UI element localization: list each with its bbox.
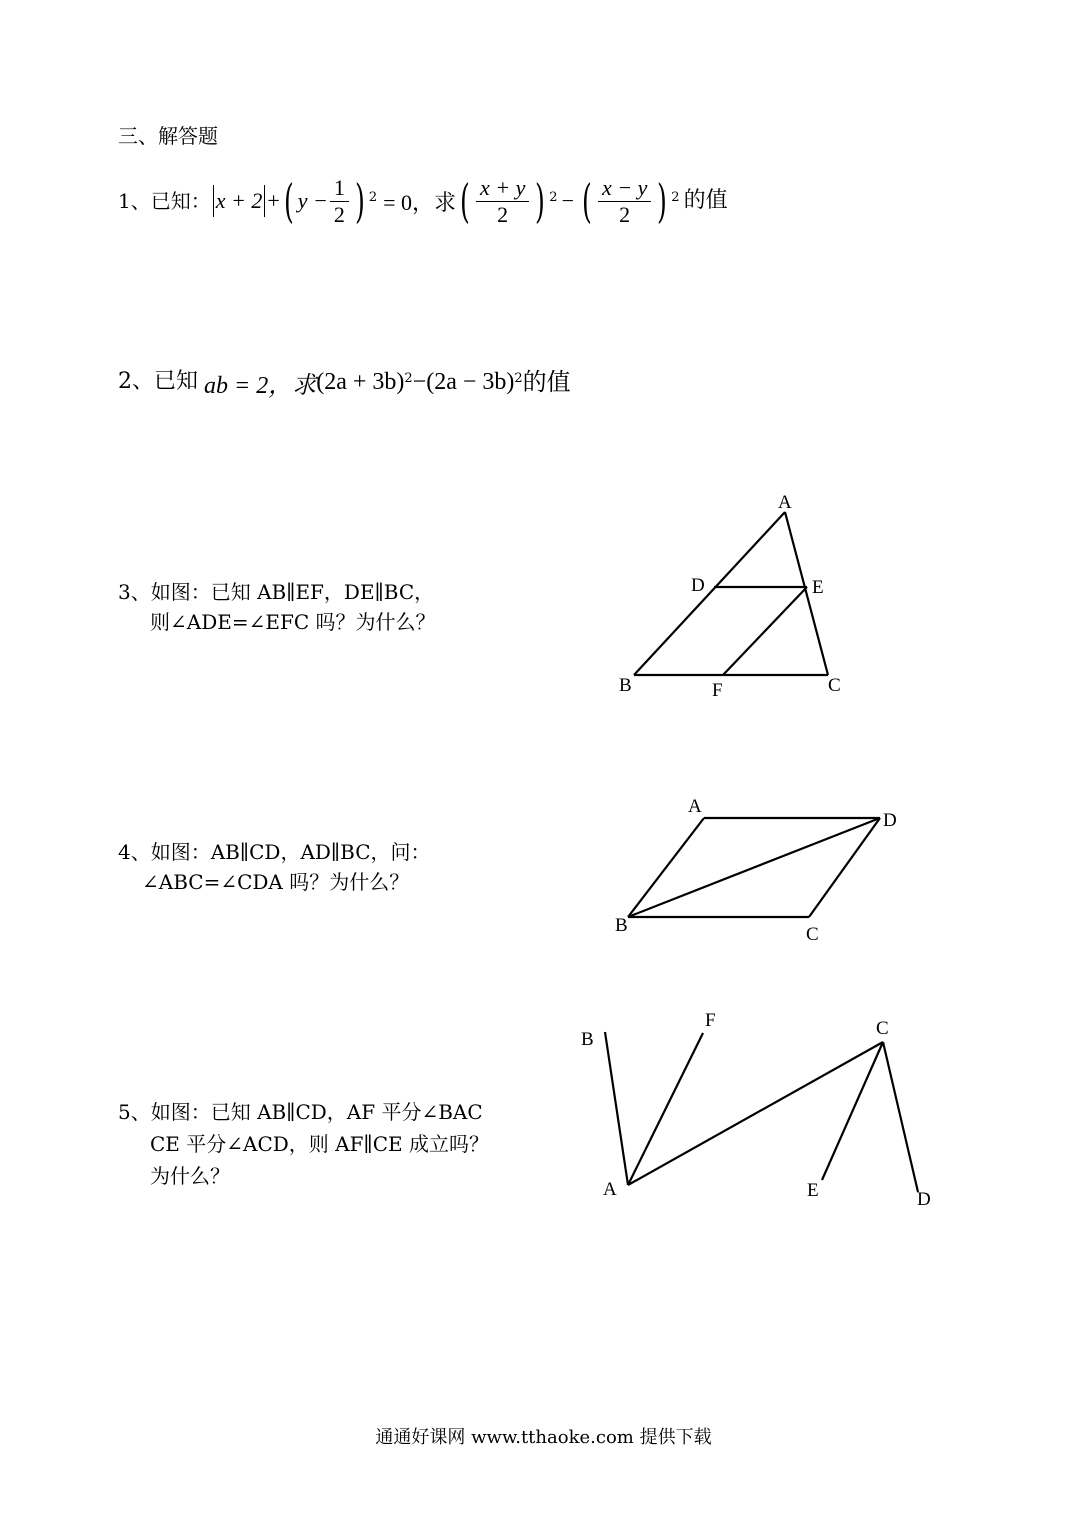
q1-tail: 的值: [683, 188, 728, 213]
q2-expr-2: (2a − 3b): [426, 368, 515, 395]
q1-square-1: 2: [368, 189, 378, 205]
segment-ac: [628, 1042, 883, 1185]
q1-abs-expr: x + 2: [215, 188, 263, 213]
paren-open: (: [460, 174, 470, 228]
q1-square-3: 2: [671, 189, 680, 205]
point-label-a: A: [778, 492, 792, 513]
q1-frac1-num: 1: [330, 175, 349, 202]
q2-minus: −: [412, 368, 427, 395]
q1-minus: −: [561, 188, 574, 213]
q5-line-3: 为什么？: [150, 1164, 230, 1188]
segment-ab: [605, 1032, 628, 1185]
q5-line-1: 5、如图：已知 AB∥CD，AF 平分∠BAC: [118, 1100, 483, 1124]
q1-frac2-num: x + y: [476, 175, 529, 202]
paren-close: ): [354, 174, 365, 228]
q2-number: 2、已知: [118, 369, 198, 394]
section-title: 三、解答题: [118, 124, 218, 148]
point-label-c: C: [828, 675, 841, 696]
q1-frac1-den: 2: [333, 201, 345, 227]
q2-square-1: 2: [404, 370, 413, 386]
segment-af: [628, 1033, 703, 1185]
point-label-f: F: [712, 680, 723, 701]
paren-open: (: [582, 174, 592, 228]
point-label-c: C: [806, 924, 819, 945]
q5-line-2: CE 平分∠ACD，则 AF∥CE 成立吗？: [150, 1132, 489, 1156]
q1-number: 1、已知：: [118, 189, 211, 213]
q1-paren-expr: y −: [297, 188, 328, 213]
point-label-b: B: [581, 1029, 594, 1050]
point-label-a: A: [603, 1179, 617, 1200]
point-label-b: B: [619, 675, 632, 696]
point-label-d: D: [691, 575, 705, 596]
q2-given: ab = 2，求: [204, 372, 317, 399]
paren-close: ): [535, 174, 546, 228]
q1-frac3-den: 2: [619, 201, 631, 227]
paren-close: ): [657, 174, 668, 228]
q1-frac3-num: x − y: [598, 175, 651, 202]
q4-line-2: ∠ABC=∠CDA 吗？为什么？: [142, 870, 410, 894]
point-label-c: C: [876, 1018, 889, 1039]
q1-square-2: 2: [549, 189, 558, 205]
point-label-b: B: [615, 915, 628, 936]
point-label-f: F: [705, 1010, 716, 1031]
q2-tail: 的值: [522, 368, 571, 396]
segment-ce: [822, 1042, 883, 1180]
q3-line-2: 则∠ADE=∠EFC 吗？为什么？: [150, 610, 436, 634]
q1-plus: +: [267, 188, 280, 213]
point-label-d: D: [883, 810, 897, 831]
q1-eq-zero: = 0，求: [383, 189, 457, 215]
q4-line-1: 4、如图：AB∥CD，AD∥BC，问：: [118, 840, 431, 864]
point-label-e: E: [812, 577, 824, 598]
point-label-a: A: [688, 796, 702, 817]
point-label-d: D: [917, 1189, 931, 1210]
q1-frac2-den: 2: [497, 201, 509, 227]
q2-expr-1: (2a + 3b): [316, 368, 405, 395]
footer-text: 通通好课网 www.tthaoke.com 提供下载: [375, 1427, 712, 1448]
paren-open: (: [283, 174, 294, 228]
q3-line-1: 3、如图：已知 AB∥EF，DE∥BC，: [118, 580, 435, 604]
point-label-e: E: [807, 1180, 819, 1201]
segment-cd: [883, 1042, 918, 1192]
q2-square-2: 2: [514, 370, 523, 386]
